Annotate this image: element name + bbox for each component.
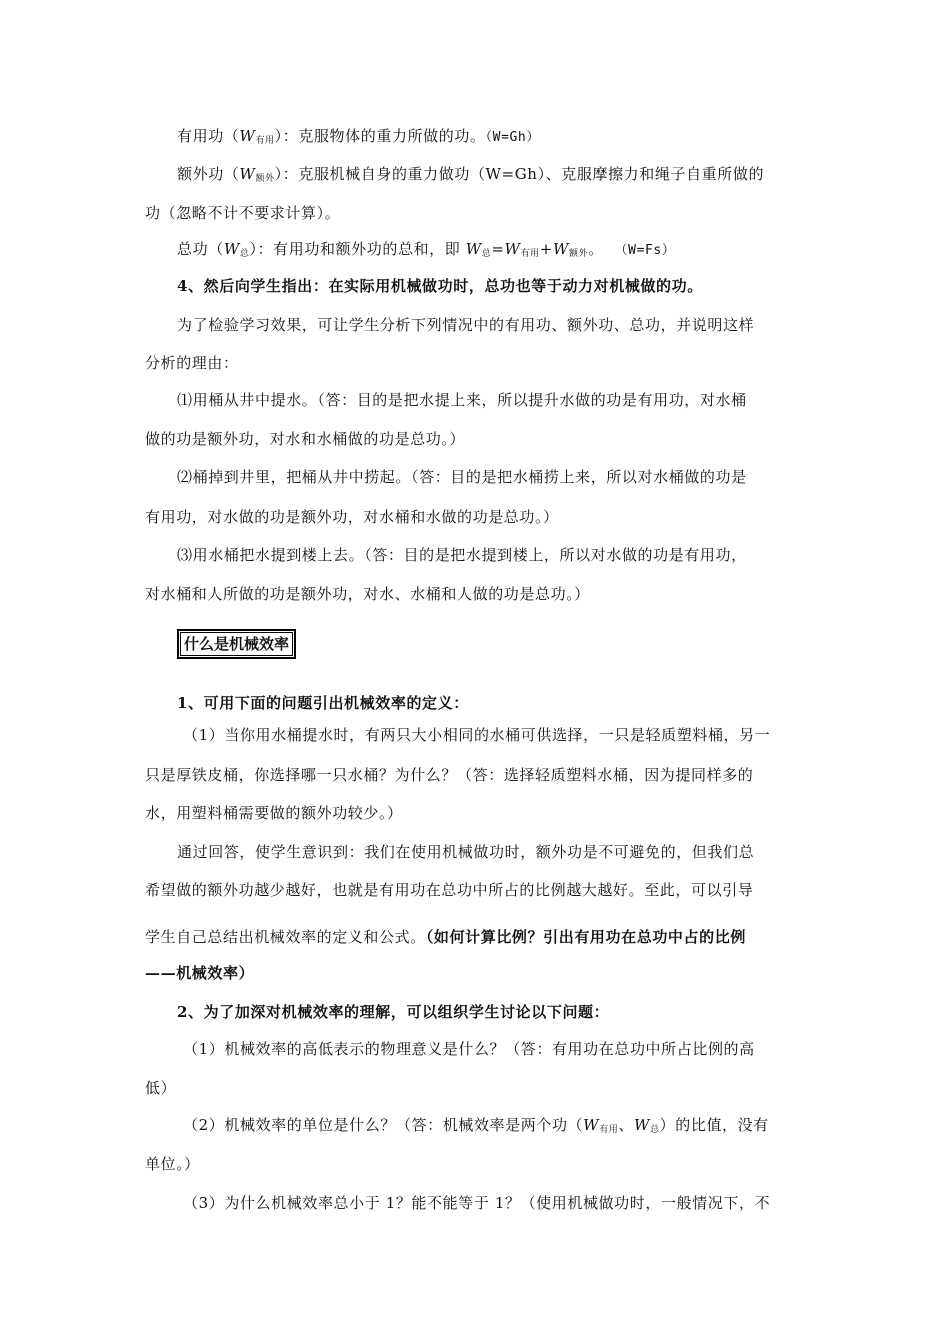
paragraph-line: 希望做的额外功越少越好，也就是有用功在总功中所占的比例越大越好。至此，可以引导 bbox=[145, 881, 754, 899]
subscript: 额外 bbox=[568, 249, 589, 259]
paragraph-line: 分析的理由： bbox=[145, 354, 239, 372]
bold-instruction: 4、然后向学生指出：在实际用机械做功时，总功也等于动力对机械做的功。 bbox=[177, 277, 703, 295]
section-heading-box bbox=[177, 629, 296, 659]
bold-instruction: 1、可用下面的问题引出机械效率的定义： bbox=[177, 694, 469, 712]
paragraph-line: 为了检验学习效果，可让学生分析下列情况中的有用功、额外功、总功，并说明这样 bbox=[177, 316, 755, 334]
paragraph-line: 对水桶和人所做的功是额外功，对水、水桶和人做的功是总功。） bbox=[145, 585, 590, 603]
symbol: W bbox=[465, 240, 482, 258]
extra-work-line bbox=[177, 164, 842, 189]
subscript: 总 bbox=[239, 249, 250, 259]
text: 额外功（ bbox=[177, 165, 240, 183]
formula: （W=Gh） bbox=[485, 130, 540, 145]
subscript: 有用 bbox=[599, 1125, 619, 1135]
symbol: W bbox=[239, 127, 256, 145]
text: ）：有用功和额外功的总和，即 bbox=[249, 240, 466, 258]
paragraph-line: 单位。） bbox=[145, 1155, 200, 1173]
text: （2）机械效率的单位是什么？（答：机械效率是两个功（ bbox=[183, 1116, 584, 1134]
paragraph-line bbox=[145, 927, 810, 947]
text: 总功（ bbox=[177, 240, 224, 258]
text: 学生自己总结出机械效率的定义和公式。 bbox=[145, 928, 426, 946]
paragraph-line: ⑴用桶从井中提水。（答：目的是把水提上来，所以提升水做的功是有用功，对水桶 bbox=[177, 391, 747, 409]
symbol: W bbox=[583, 1116, 600, 1134]
subscript: 额外 bbox=[255, 174, 275, 184]
subscript: 有用 bbox=[520, 249, 540, 259]
total-work-line bbox=[177, 239, 842, 264]
paragraph-line: ⑶用水桶把水提到楼上去。（答：目的是把水提到楼上，所以对水做的功是有用功， bbox=[177, 546, 747, 564]
bold-instruction: 2、为了加深对机械效率的理解，可以组织学生讨论以下问题： bbox=[177, 1003, 610, 1021]
text: ）的比值，没有 bbox=[659, 1116, 769, 1134]
bold-text: （如何计算比例？引出有用功在总功中占的比例 bbox=[425, 928, 746, 946]
symbol: W bbox=[634, 1116, 651, 1134]
subscript: 总 bbox=[481, 249, 492, 259]
paragraph-line: 只是厚铁皮桶，你选择哪一只水桶？为什么？（答：选择轻质塑料水桶，因为提同样多的 bbox=[145, 766, 754, 784]
bold-text: ——机械效率） bbox=[145, 964, 255, 982]
paragraph-line: （3）为什么机械效率总小于 1？能不能等于 1？（使用机械做功时，一般情况下，不 bbox=[183, 1194, 771, 1212]
text: 。 bbox=[588, 240, 604, 258]
paragraph-line: 功（忽略不计不要求计算）。 bbox=[145, 204, 341, 222]
paragraph-line: 水，用塑料桶需要做的额外功较少。） bbox=[145, 804, 403, 822]
paragraph-line: 通过回答，使学生意识到：我们在使用机械做功时，额外功是不可避免的，但我们总 bbox=[177, 843, 755, 861]
subscript: 总 bbox=[650, 1125, 660, 1135]
text: ）：克服机械自身的重力做功（W=Gh）、克服摩擦力和绳子自重所做的 bbox=[274, 165, 765, 183]
text: 、 bbox=[618, 1116, 634, 1134]
symbol: W bbox=[504, 240, 521, 258]
text: 有用功（ bbox=[177, 127, 240, 145]
paragraph-line bbox=[183, 1115, 848, 1140]
subscript: 有用 bbox=[255, 136, 275, 146]
paragraph-line: （1）当你用水桶提水时，有两只大小相同的水桶可供选择，一只是轻质塑料桶，另一 bbox=[183, 726, 771, 744]
useful-work-line bbox=[177, 126, 842, 151]
formula: （W=Fs） bbox=[614, 243, 676, 258]
text: + bbox=[539, 240, 553, 258]
symbol: W bbox=[552, 240, 569, 258]
text: = bbox=[491, 240, 505, 258]
symbol: W bbox=[223, 240, 240, 258]
paragraph-line: 有用功，对水做的功是额外功，对水桶和水做的功是总功。） bbox=[145, 508, 559, 526]
paragraph-line: 低） bbox=[145, 1079, 177, 1097]
symbol: W bbox=[239, 165, 256, 183]
paragraph-line: ⑵桶掉到井里，把桶从井中捞起。（答：目的是把水桶捞上来，所以对水桶做的功是 bbox=[177, 468, 747, 486]
text: ）：克服物体的重力所做的功。 bbox=[274, 127, 486, 145]
paragraph-line: 做的功是额外功，对水和水桶做的功是总功。） bbox=[145, 430, 466, 448]
section-heading: 什么是机械效率 bbox=[180, 632, 293, 656]
paragraph-line: （1）机械效率的高低表示的物理意义是什么？（答：有用功在总功中所占比例的高 bbox=[183, 1040, 755, 1058]
